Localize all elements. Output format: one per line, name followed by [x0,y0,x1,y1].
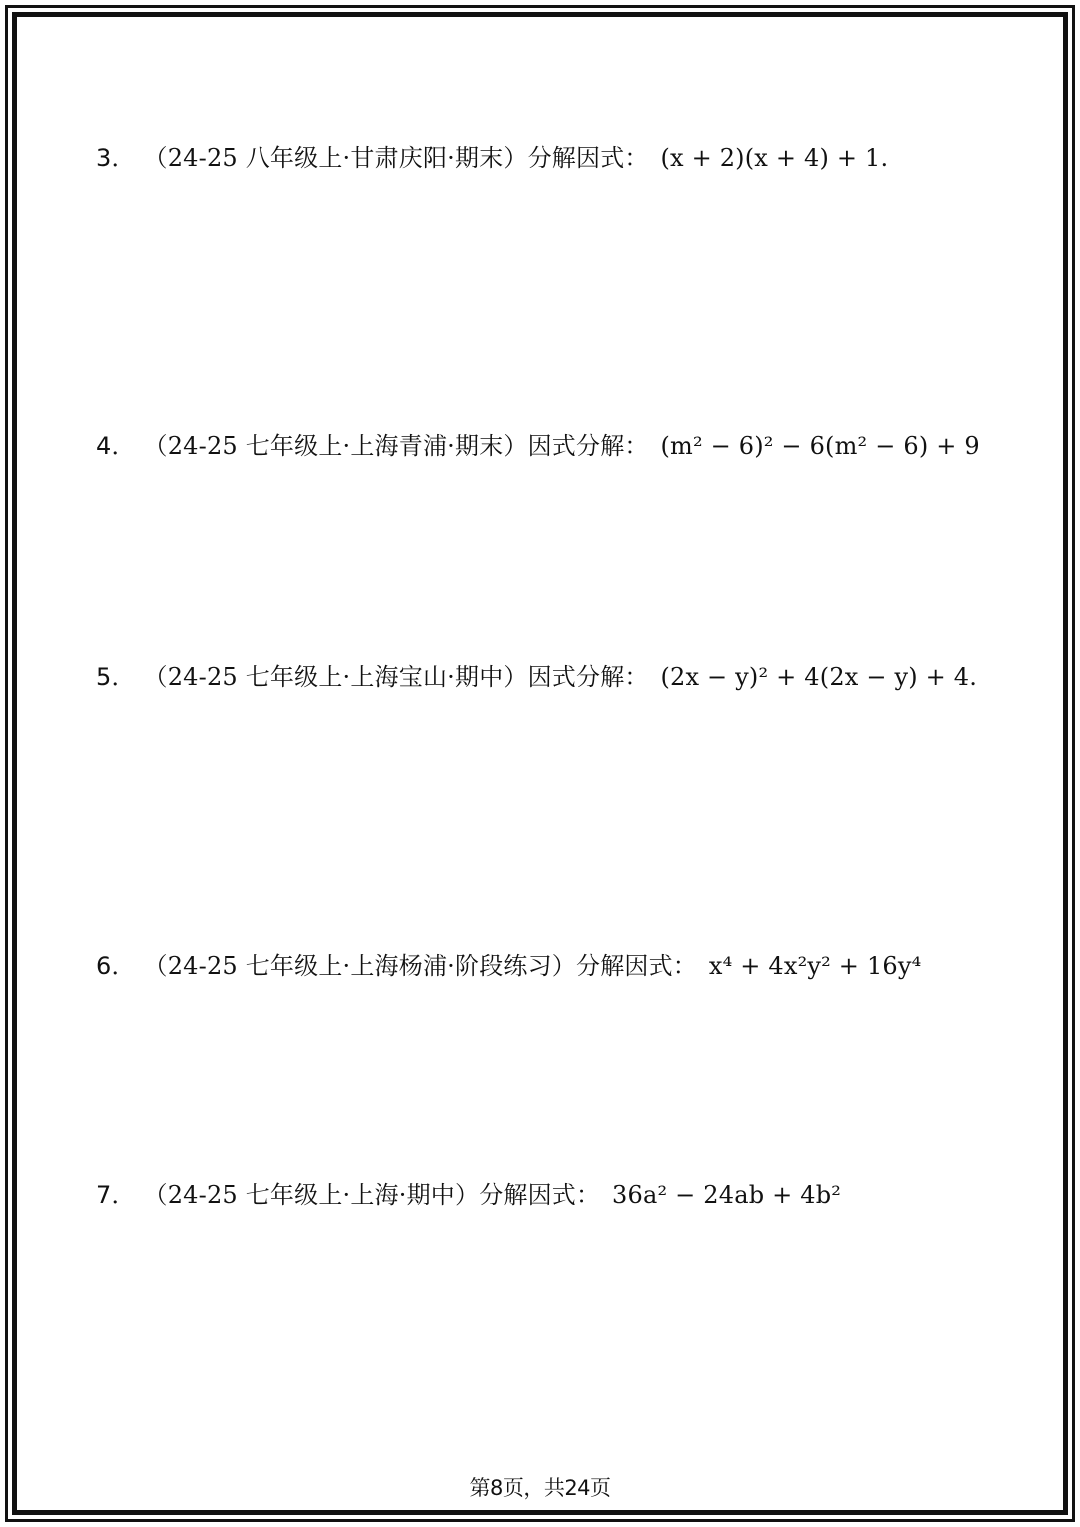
question-source: （24-25 八年级上·甘肃庆阳·期末）分解因式： [143,144,649,172]
question-7 [96,1179,1000,1211]
math-expression: x⁴ + 4x²y² + 16y⁴ [708,952,922,980]
question-6 [96,950,1000,982]
question-source: （24-25 七年级上·上海·期中）分解因式： [143,1181,601,1209]
question-3 [96,142,1000,174]
question-number: 5． [96,663,136,691]
question-number: 7． [96,1181,136,1209]
question-source: （24-25 七年级上·上海青浦·期末）因式分解： [143,432,649,460]
question-4 [96,430,1000,462]
question-source: （24-25 七年级上·上海宝山·期中）因式分解： [143,663,649,691]
question-number: 3． [96,144,136,172]
math-expression: (m² − 6)² − 6(m² − 6) + 9 [660,432,980,460]
question-5 [96,661,1000,693]
math-expression: (2x − y)² + 4(2x − y) + 4. [660,663,978,691]
page-number-footer: 第8页，共24页 [469,1476,611,1500]
question-source: （24-25 七年级上·上海杨浦·阶段练习）分解因式： [143,952,697,980]
math-expression: (x + 2)(x + 4) + 1. [660,144,889,172]
question-number: 4． [96,432,136,460]
question-number: 6． [96,952,136,980]
math-expression: 36a² − 24ab + 4b² [612,1181,842,1209]
page-border-inner [12,12,1068,1515]
